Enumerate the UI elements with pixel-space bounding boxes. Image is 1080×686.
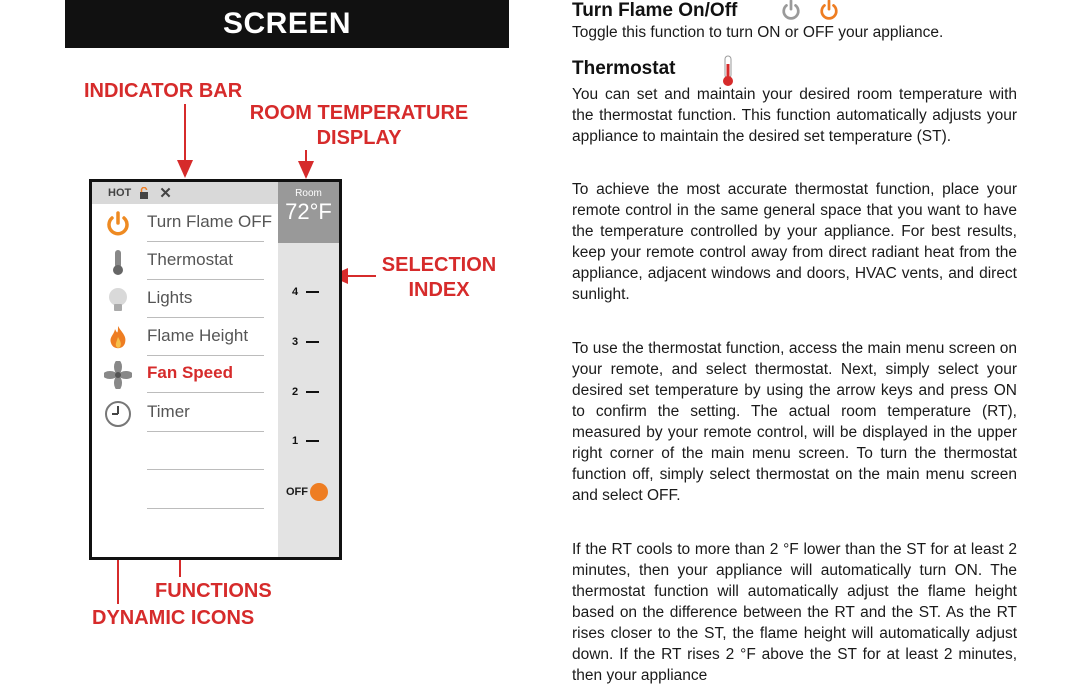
thermostat-heading: Thermostat — [572, 58, 676, 79]
callout-selection-line1: SELECTION — [381, 254, 497, 276]
index-tick — [306, 291, 319, 293]
screen-banner: SCREEN — [65, 0, 509, 48]
index-tick — [306, 391, 319, 393]
thermometer-red-icon — [720, 54, 736, 88]
callout-room-temp-line2: DISPLAY — [316, 127, 402, 149]
remote-screen — [89, 179, 342, 560]
room-temp-value: 72°F — [285, 199, 332, 224]
thermostat-paragraph-2: To achieve the most accurate thermostat function, place your remote control in the same general space that you want to have the temperature controlled by your appliance. For best results, keep your remote control away from direct radiant heat from the appliance, adjacent windows and doors, HVAC vents, and direct sunlight. — [572, 181, 1017, 303]
thermostat-paragraph-1: You can set and maintain your desired room temperature with the thermostat function. This function automatically adjusts your appliance to maintain the desired set temperature (ST). — [572, 86, 1017, 145]
flame-section-heading: Turn Flame On/Off — [572, 0, 738, 21]
index-label: 1 — [292, 435, 299, 447]
function-timer[interactable] — [92, 394, 278, 432]
index-tick — [306, 440, 319, 442]
lock-icon — [139, 187, 149, 199]
function-flame-height[interactable] — [92, 318, 278, 356]
function-fan-speed[interactable] — [92, 355, 278, 393]
index-label: 4 — [292, 286, 299, 298]
power-off-icon-gray — [780, 0, 802, 20]
row-divider — [147, 431, 264, 432]
room-temperature-display — [278, 182, 339, 243]
flame-icon — [104, 324, 132, 352]
index-label: 3 — [292, 336, 299, 348]
callout-indicator-bar: INDICATOR BAR — [84, 80, 243, 102]
indicator-bar — [92, 182, 278, 204]
function-label: Fan Speed — [147, 363, 233, 382]
hot-indicator: HOT — [108, 187, 132, 199]
empty-row-divider — [147, 469, 264, 470]
tools-icon: ✕ — [159, 185, 172, 202]
function-lights[interactable] — [92, 280, 278, 318]
clock-icon — [104, 400, 132, 428]
power-icon — [104, 210, 132, 238]
power-on-icon-orange — [818, 0, 840, 20]
thermometer-icon — [104, 248, 132, 276]
index-level-1[interactable] — [292, 435, 319, 447]
off-indicator-dot — [310, 483, 328, 501]
selection-panel — [278, 182, 339, 557]
index-tick — [306, 341, 319, 343]
function-thermostat[interactable] — [92, 242, 278, 280]
function-label: Turn Flame OFF — [147, 212, 272, 231]
function-turn-flame-off[interactable] — [92, 204, 278, 242]
function-label: Timer — [147, 402, 190, 421]
function-label: Thermostat — [147, 250, 233, 269]
index-level-4[interactable] — [292, 286, 319, 298]
row-divider — [147, 392, 264, 393]
index-label: 2 — [292, 386, 299, 398]
room-label: Room — [295, 188, 322, 199]
function-label: Lights — [147, 288, 193, 307]
callout-dynamic-icons: DYNAMIC ICONS — [92, 607, 255, 629]
empty-row-divider — [147, 508, 264, 509]
index-off[interactable] — [286, 483, 328, 501]
fan-icon — [104, 361, 132, 389]
flame-section-text: Toggle this function to turn ON or OFF your appliance. — [572, 24, 944, 41]
callout-functions: FUNCTIONS — [155, 580, 272, 602]
function-label: Flame Height — [147, 326, 249, 345]
index-level-3[interactable] — [292, 336, 319, 348]
bulb-icon — [104, 286, 132, 314]
off-label: OFF — [286, 486, 308, 498]
callout-selection-line2: INDEX — [408, 279, 470, 301]
thermostat-paragraph-4: If the RT cools to more than 2 °F lower than the ST for at least 2 minutes, then your appliance will automatically turn ON. The thermostat function will automatically adjust the flame height based on the difference between the RT and the ST. As the RT rises closer to the ST, the flame height will automatically adjust down. If the RT rises 2 °F above the ST for at least 2 minutes, then your appliance — [572, 541, 1017, 684]
callout-room-temp-line1: ROOM TEMPERATURE — [249, 102, 469, 124]
index-level-2[interactable] — [292, 386, 319, 398]
thermostat-paragraph-3: To use the thermostat function, access the main menu screen on your remote, and select thermostat. Next, simply select your desired set temperature by using the arrow keys and press ON to confirm the setting. The actual room temperature (RT), measured by your remote control, will be displayed in the upper right corner of the main menu screen. To turn the thermostat function off, simply select thermostat on the main menu screen and select OFF. — [572, 340, 1017, 504]
